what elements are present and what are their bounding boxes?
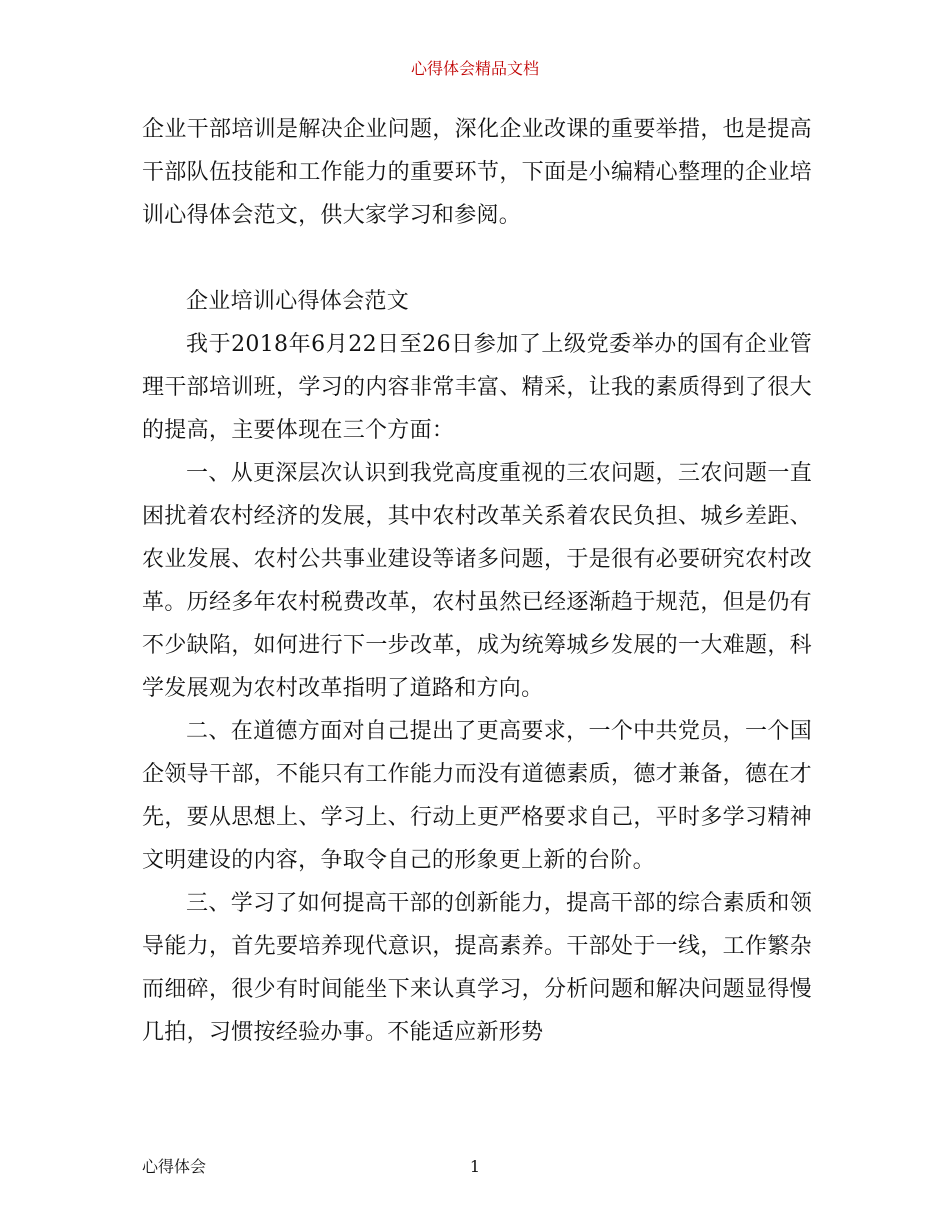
document-body	[142, 108, 812, 1054]
page-header-title: 心得体会精品文档	[410, 59, 539, 78]
paragraph-4: 三、学习了如何提高干部的创新能力，提高干部的综合素质和领导能力，首先要培养现代意识，提高素养。干部处于一线，工作繁杂而细碎，很少有时间能坐下来认真学习，分析问题和解决问题显得慢几拍，习惯按经验办事。不能适应新形势	[142, 891, 812, 1045]
paragraph-3: 二、在道德方面对自己提出了更高要求，一个中共党员，一个国企领导干部，不能只有工作能力而没有道德素质，德才兼备，德在才先，要从思想上、学习上、行动上更严格要求自己，平时多学习精神文明建设的内容，争取令自己的形象更上新的台阶。	[142, 719, 812, 873]
paragraph-1: 我于2018年6月22日至26日参加了上级党委举办的国有企业管理干部培训班，学习的内容非常丰富、精采，让我的素质得到了很大的提高，主要体现在三个方面：	[142, 332, 812, 443]
page-number: 1	[469, 1157, 481, 1176]
footer-label: 心得体会	[142, 1157, 207, 1176]
section-title: 企业培训心得体会范文	[186, 289, 410, 314]
intro-paragraph: 企业干部培训是解决企业问题，深化企业改课的重要举措，也是提高干部队伍技能和工作能力的重要环节，下面是小编精心整理的企业培训心得体会范文，供大家学习和参阅。	[142, 117, 812, 228]
paragraph-2: 一、从更深层次认识到我党高度重视的三农问题，三农问题一直困扰着农村经济的发展，其中农村改革关系着农民负担、城乡差距、农业发展、农村公共事业建设等诸多问题，于是很有必要研究农村改革。历经多年农村税费改革，农村虽然已经逐渐趋于规范，但是仍有不少缺陷，如何进行下一步改革，成为统筹城乡发展的一大难题，科学发展观为农村改革指明了道路和方向。	[142, 461, 812, 701]
